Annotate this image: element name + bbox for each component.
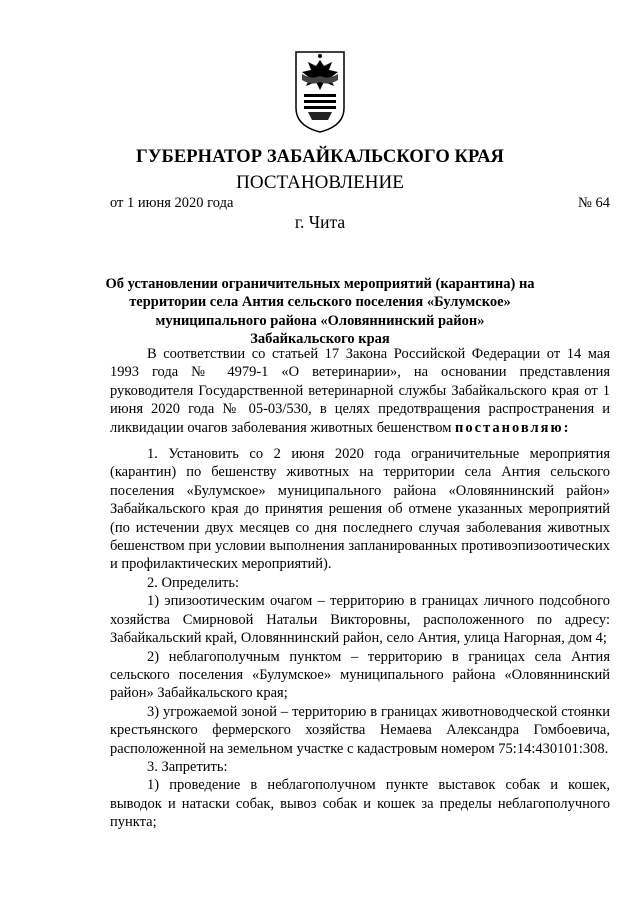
paragraph-4: 2) неблагополучным пунктом – территорию в границах села Антия сельского поселения «Булумское» муниципального района «Оловяннинский район» Забайкальского края; [110, 648, 610, 702]
document-date: от 1 июня 2020 года [110, 195, 234, 211]
coat-of-arms-emblem-icon [294, 50, 346, 134]
document-title: Об установлении ограничительных мероприятий (карантина) на территории села Антия сельского поселения «Булумское» муниципального района «Оловяннинский район» Забайкальского края [105, 276, 535, 347]
date-number-line [110, 195, 610, 213]
paragraph-2: 2. Определить: [147, 574, 240, 591]
organization-heading: ГУБЕРНАТОР ЗАБАЙКАЛЬСКОГО КРАЯ [135, 147, 505, 167]
document-body [110, 345, 610, 832]
preamble-paragraph [110, 345, 610, 437]
decree-word: постановляю: [455, 419, 571, 436]
document-city: г. Чита [294, 212, 346, 232]
document-number: № 64 [578, 195, 610, 211]
paragraph-3: 1) эпизоотическим очагом – территорию в границах личного подсобного хозяйства Смирновой Натальи Викторовны, расположенного по адресу: Забайкальский край, Оловяннинский район, село Антия, улица Нагорная, дом 4; [110, 593, 610, 647]
paragraph-5: 3) угрожаемой зоной – территорию в границах животноводческой стоянки крестьянского фермерского хозяйства Немаева Александра Гомбоевича, расположенной на земельном участке с кадастровым номером 75:14:430101:308. [110, 703, 610, 757]
paragraph-6: 3. Запретить: [147, 758, 228, 775]
emblem-graphic [294, 50, 346, 134]
document-type: ПОСТАНОВЛЕНИЕ [236, 172, 404, 193]
paragraph-1: 1. Установить со 2 июня 2020 года ограничительные мероприятия (карантин) по бешенству животных на территории села Антия сельского поселения «Булумское» муниципального района «Оловяннинский район» Забайкальского края до принятия решения об отмене указанных мероприятий (по истечении двух месяцев со дня последнего случая заболевания животных бешенством при условии выполнения запланированных противоэпизоотических и профилактических мероприятий). [110, 446, 610, 573]
preamble-text: В соответствии со статьей 17 Закона Российской Федерации от 14 мая 1993 года № 4979-1 «О ветеринарии», на основании представления руководителя Государственной ветеринарной службы Забайкальского края от 1 июня 2020 года № 05-03/530, в целях предотвращения распространения и ликвидации очагов заболевания животных бешенством [110, 346, 610, 436]
paragraph-7: 1) проведение в неблагополучном пункте выставок собак и кошек, выводок и натаски собак, вывоз собак и кошек за пределы неблагополучного пункта; [110, 777, 610, 831]
